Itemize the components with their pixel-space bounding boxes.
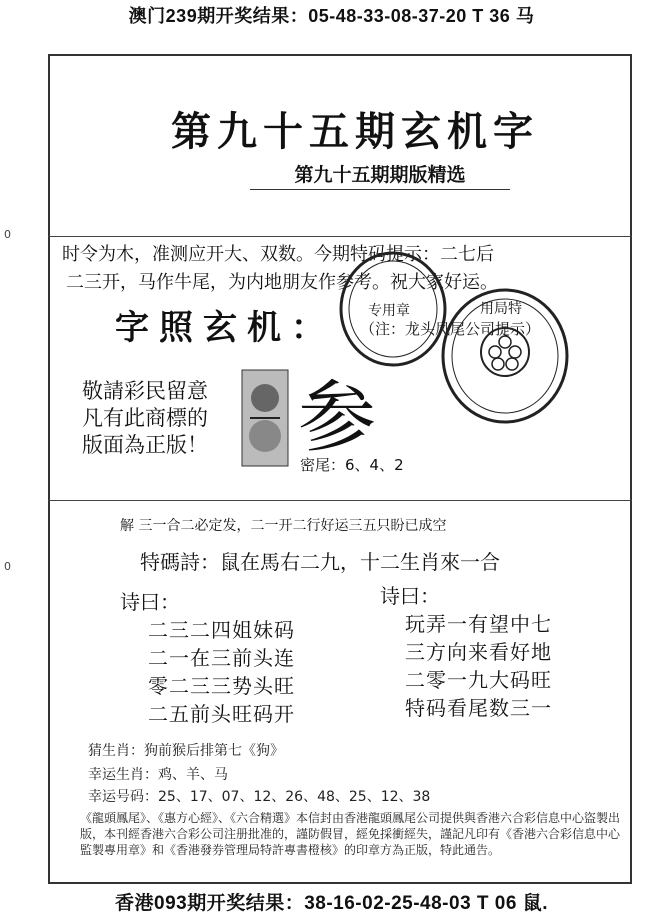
poem-left-line: 二三二四姐妹码 bbox=[148, 618, 295, 642]
stamp-label: 用局特 bbox=[480, 301, 522, 317]
hint-line: 二三开，马作牛尾，为内地朋友作参考。祝大家好运。 bbox=[66, 272, 498, 293]
poem-right-line: 三方向来看好地 bbox=[405, 640, 552, 664]
page-title: 第九十五期玄机字 bbox=[171, 108, 539, 155]
riddle-line: 解 三一合二必定发，二一开二行好运三五只盼已成空 bbox=[120, 518, 447, 534]
hint-line: 时令为木，准测应开大、双数。今期特码提示：二七后 bbox=[62, 244, 494, 265]
official-stamp bbox=[338, 250, 448, 368]
page-subtitle: 第九十五期期版精选 bbox=[250, 160, 510, 190]
poem-left-line: 二五前头旺码开 bbox=[148, 702, 295, 726]
official-stamp bbox=[440, 286, 570, 426]
zodiac-prediction: 猜生肖：狗前猴后排第七《狗》 bbox=[88, 743, 284, 759]
special-poem: 特碼詩：鼠在馬右二九，十二生肖來一合 bbox=[140, 550, 500, 574]
divider-line bbox=[48, 236, 632, 237]
lucky-zodiac: 幸运生肖：鸡、羊、马 bbox=[88, 767, 228, 783]
hongkong-result-footer: 香港093期开奖结果：38-16-02-25-48-03 T 06 鼠. bbox=[115, 893, 548, 914]
footnote-text: 《龍頭鳳尾》、《惠方心經》、《六合精選》本信封由香港龍頭鳳尾公司提供與香港六合彩信息中心盜製出版，本刊經香港六合彩公司注册批准的，謹防假冒，經免採衝經失，謹記凡印有《香港六合彩信息中心監製專用章》和《香港發券管理局特許專書橙核》的印章方為正版，特此通告。 bbox=[80, 811, 621, 857]
mystery-character: 参 bbox=[298, 373, 377, 463]
poem-right-line: 特码看尾数三一 bbox=[405, 696, 552, 720]
macau-result-header: 澳门239期开奖结果：05-48-33-08-37-20 T 36 马 bbox=[128, 6, 535, 26]
brand-heading: 字照玄机： bbox=[115, 308, 335, 348]
hint-note: （注：龙头凤尾公司提示） bbox=[360, 320, 541, 338]
notice-line: 凡有此商標的 bbox=[82, 406, 208, 430]
notice-line: 敬請彩民留意 bbox=[82, 379, 208, 403]
stamp-label: 专用章 bbox=[368, 303, 410, 319]
trademark-logo bbox=[240, 368, 290, 468]
poem-left-line: 二一在三前头连 bbox=[148, 646, 295, 670]
poem-left-heading: 诗曰： bbox=[120, 590, 180, 614]
notice-line: 版面為正版！ bbox=[82, 433, 208, 457]
poem-right-heading: 诗曰： bbox=[380, 584, 440, 608]
poem-right-line: 二零一九大码旺 bbox=[405, 668, 552, 692]
margin-mark: 0 bbox=[4, 228, 11, 241]
poem-right-line: 玩弄一有望中七 bbox=[405, 612, 552, 636]
authenticity-notice bbox=[82, 378, 252, 459]
margin-mark: 0 bbox=[4, 560, 11, 573]
tail-numbers: 密尾：6、4、2 bbox=[300, 456, 404, 474]
divider-line bbox=[48, 500, 632, 501]
lucky-numbers: 幸运号码：25、17、07、12、26、48、25、12、38 bbox=[88, 789, 431, 805]
poem-left-line: 零二三三势头旺 bbox=[148, 674, 295, 698]
